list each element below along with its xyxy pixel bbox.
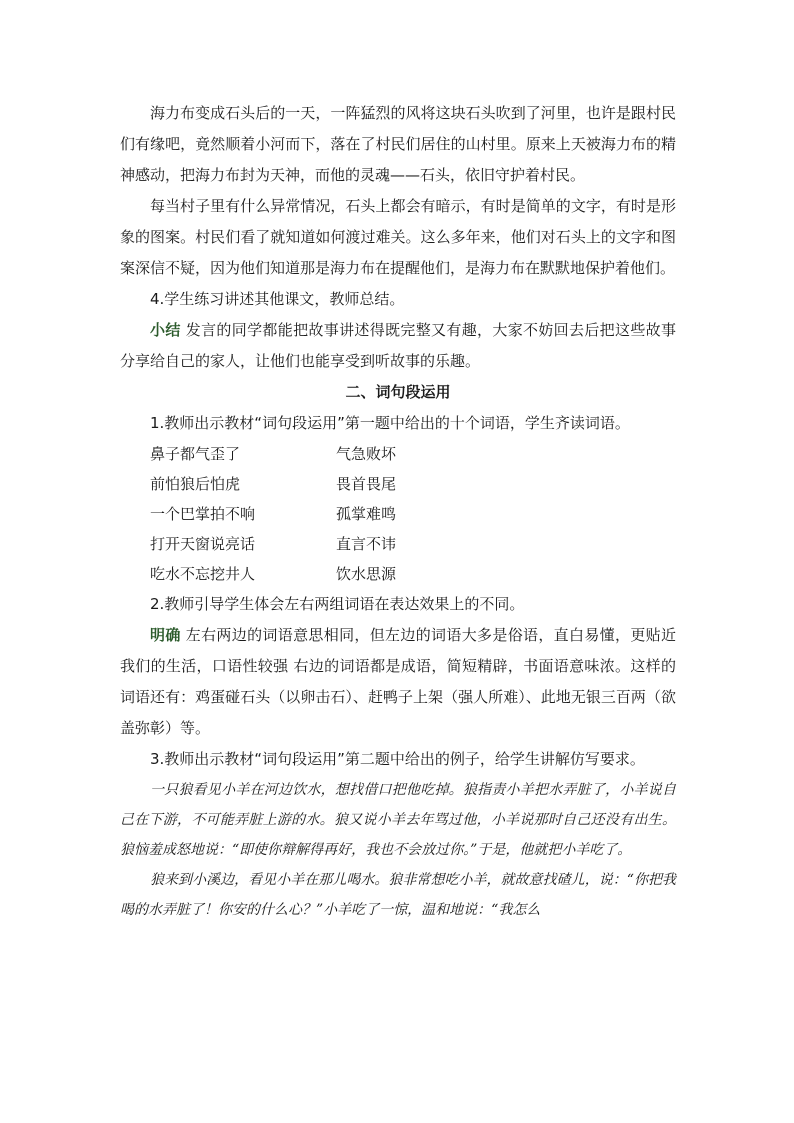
- example-passage-2: 狼来到小溪边，看见小羊在那儿喝水。狼非常想吃小羊，就故意找碴儿，说：“你把我喝的水弄脏了！你安的什么心？”小羊吃了一惊，温和地说：“我怎么: [120, 872, 676, 918]
- word-pair-row: [120, 469, 676, 499]
- paragraph-step-4: 4.学生练习讲述其他课文，教师总结。: [150, 290, 405, 308]
- word-pair-row: [120, 529, 676, 559]
- word-pair-list: [120, 439, 676, 589]
- paragraph-step-1: 1.教师出示教材“词句段运用”第一题中给出的十个词语，学生齐读词语。: [150, 414, 630, 432]
- document-body: [120, 98, 676, 925]
- summary-text: 发言的同学都能把故事讲述得既完整又有趣，大家不妨回去后把这些故事分享给自己的家人，让他们也能享受到听故事的乐趣。: [120, 321, 676, 370]
- section-heading: 二、词句段运用: [345, 383, 451, 401]
- word-pair-right: 畏首畏尾: [336, 475, 397, 493]
- word-pair-left: 打开天窗说亮话: [150, 535, 256, 553]
- word-pair-row: [120, 559, 676, 589]
- word-pair-left: 鼻子都气歪了: [150, 445, 241, 463]
- paragraph-village-signs: 每当村子里有什么异常情况，石头上都会有暗示，有时是简单的文字，有时是形象的图案。村民们看了就知道如何渡过难关。这么多年来，他们对石头上的文字和图案深信不疑，因为他们知道那是海力布在提醒他们，是海力布在默默地保护着他们。: [120, 197, 676, 277]
- summary-label: 小结: [150, 321, 181, 339]
- clarify-label: 明确: [150, 626, 181, 644]
- paragraph-step-3: 3.教师出示教材“词句段运用”第二题中给出的例子，给学生讲解仿写要求。: [150, 750, 645, 768]
- paragraph-summary: [120, 315, 676, 377]
- example-passage-1: 一只狼看见小羊在河边饮水，想找借口把他吃掉。狼指责小羊把水弄脏了，小羊说自己在下游，不可能弄脏上游的水。狼又说小羊去年骂过他，小羊说那时自己还没有出生。狼恼羞成怒地说：“即使你辩解得再好，我也不会放过你。”于是，他就把小羊吃了。: [120, 782, 676, 858]
- word-pair-right: 气急败坏: [336, 445, 397, 463]
- word-pair-row: [120, 439, 676, 469]
- word-pair-right: 孤掌难鸣: [336, 505, 397, 523]
- word-pair-left: 一个巴掌拍不响: [150, 505, 256, 523]
- word-pair-row: [120, 499, 676, 529]
- paragraph-hailibu-stone: 海力布变成石头后的一天，一阵猛烈的风将这块石头吹到了河里，也许是跟村民们有缘吧，竟然顺着小河而下，落在了村民们居住的山村里。原来上天被海力布的精神感动，把海力布封为天神，而他的灵魂——石头，依旧守护着村民。: [120, 104, 676, 184]
- paragraph-step-2: 2.教师引导学生体会左右两组词语在表达效果上的不同。: [150, 595, 525, 613]
- clarify-text: 左右两边的词语意思相同，但左边的词语大多是俗语，直白易懂，更贴近我们的生活，口语性较强 右边的词语都是成语，简短精辟，书面语意味浓。这样的词语还有：鸡蛋碰石头（以卵击石）、赶鸭子上架（强人所难）、此地无银三百两（欲盖弥彰）等。: [120, 626, 676, 737]
- word-pair-left: 吃水不忘挖井人: [150, 565, 256, 583]
- word-pair-right: 饮水思源: [336, 565, 397, 583]
- word-pair-right: 直言不讳: [336, 535, 397, 553]
- paragraph-clarify: [120, 620, 676, 744]
- word-pair-left: 前怕狼后怕虎: [150, 475, 241, 493]
